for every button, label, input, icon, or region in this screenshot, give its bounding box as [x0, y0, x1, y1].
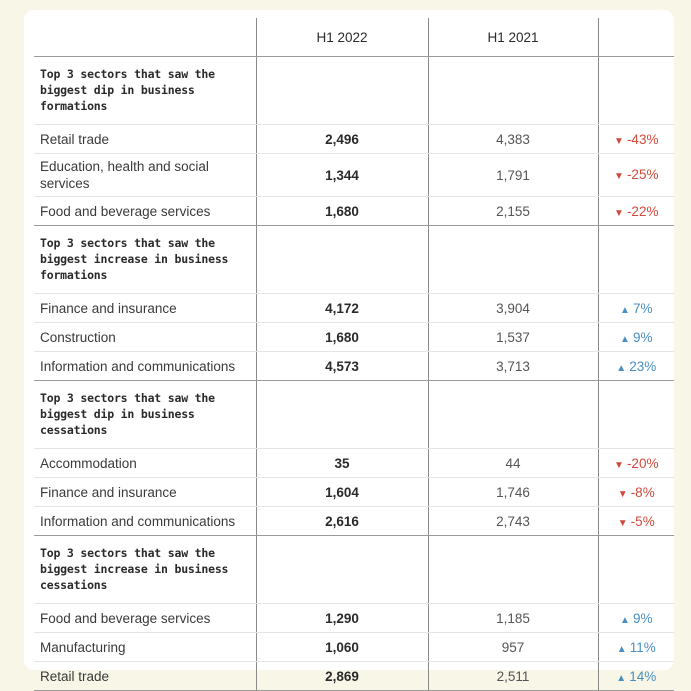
value-h1-2022: 1,604: [256, 478, 428, 507]
sector-label: Retail trade: [34, 662, 256, 691]
section-header-row: [34, 226, 674, 294]
empty-cell: [428, 57, 598, 125]
change-cell: [598, 507, 674, 536]
empty-cell: [598, 381, 674, 449]
empty-cell: [598, 226, 674, 294]
value-h1-2021: 3,904: [428, 294, 598, 323]
empty-cell: [428, 381, 598, 449]
table-body: [34, 57, 674, 691]
change-cell: [598, 449, 674, 478]
table-row: [34, 478, 674, 507]
value-h1-2021: 1,791: [428, 154, 598, 197]
value-h1-2022: 2,496: [256, 125, 428, 154]
sector-table: [34, 18, 674, 691]
table-row: [34, 154, 674, 197]
column-header-change: [598, 18, 674, 57]
change-value: -43%: [626, 131, 659, 147]
triangle-up-icon: ▲: [620, 614, 630, 626]
change-cell: [598, 478, 674, 507]
change-value: 7%: [632, 300, 653, 316]
column-header-h1-2022: H1 2022: [256, 18, 428, 57]
table-row: [34, 294, 674, 323]
value-h1-2022: 4,573: [256, 352, 428, 381]
table-row: [34, 125, 674, 154]
triangle-up-icon: ▲: [616, 672, 627, 684]
change-value: -22%: [626, 203, 659, 219]
value-h1-2021: 3,713: [428, 352, 598, 381]
table-row: [34, 449, 674, 478]
change-value: -20%: [626, 455, 659, 471]
empty-cell: [256, 57, 428, 125]
value-h1-2022: 2,616: [256, 507, 428, 536]
change-cell: [598, 633, 674, 662]
table-row: [34, 197, 674, 226]
change-cell: [598, 125, 674, 154]
sector-label: Construction: [34, 323, 256, 352]
value-h1-2021: 2,743: [428, 507, 598, 536]
table-card: [24, 10, 674, 684]
change-cell: [598, 197, 674, 226]
change-cell: [598, 352, 674, 381]
triangle-up-icon: ▲: [620, 304, 630, 316]
header-empty: [34, 18, 256, 57]
change-value: 9%: [632, 610, 653, 626]
value-h1-2021: 1,746: [428, 478, 598, 507]
triangle-down-icon: ▼: [617, 488, 628, 500]
value-h1-2022: 1,680: [256, 323, 428, 352]
value-h1-2021: 2,155: [428, 197, 598, 226]
column-header-h1-2021: H1 2021: [428, 18, 598, 57]
empty-cell: [256, 536, 428, 604]
sector-label: Retail trade: [34, 125, 256, 154]
sector-label: Finance and insurance: [34, 294, 256, 323]
value-h1-2021: 957: [428, 633, 598, 662]
header-row: [34, 18, 674, 57]
value-h1-2022: 2,869: [256, 662, 428, 691]
change-cell: [598, 662, 674, 691]
empty-cell: [256, 226, 428, 294]
table-row: [34, 633, 674, 662]
value-h1-2022: 1,680: [256, 197, 428, 226]
section-header-row: [34, 536, 674, 604]
sector-label: Finance and insurance: [34, 478, 256, 507]
triangle-up-icon: ▲: [620, 333, 630, 345]
table-row: [34, 323, 674, 352]
sector-label: Information and communications: [34, 507, 256, 536]
sector-label: Food and beverage services: [34, 197, 256, 226]
value-h1-2021: 2,511: [428, 662, 598, 691]
section-title: Top 3 sectors that saw the biggest dip in business cessations: [34, 381, 256, 449]
sector-label: Education, health and social services: [34, 154, 256, 197]
sector-label: Accommodation: [34, 449, 256, 478]
table-row: [34, 662, 674, 691]
section-title: Top 3 sectors that saw the biggest dip in business formations: [34, 57, 256, 125]
sector-label: Information and communications: [34, 352, 256, 381]
change-value: -25%: [626, 166, 659, 182]
table-row: [34, 507, 674, 536]
table-row: [34, 352, 674, 381]
value-h1-2021: 44: [428, 449, 598, 478]
triangle-down-icon: ▼: [614, 459, 624, 471]
value-h1-2021: 1,537: [428, 323, 598, 352]
change-value: 23%: [629, 358, 657, 374]
value-h1-2021: 1,185: [428, 604, 598, 633]
value-h1-2022: 4,172: [256, 294, 428, 323]
triangle-down-icon: ▼: [617, 517, 628, 529]
change-value: 14%: [629, 668, 657, 684]
empty-cell: [256, 381, 428, 449]
value-h1-2022: 35: [256, 449, 428, 478]
empty-cell: [428, 226, 598, 294]
triangle-up-icon: ▲: [616, 362, 627, 374]
change-value: -8%: [630, 484, 655, 500]
empty-cell: [428, 536, 598, 604]
change-cell: [598, 323, 674, 352]
change-cell: [598, 294, 674, 323]
triangle-up-icon: ▲: [616, 643, 627, 655]
change-value: 9%: [632, 329, 653, 345]
section-title: Top 3 sectors that saw the biggest increase in business formations: [34, 226, 256, 294]
change-value: 11%: [629, 639, 656, 655]
section-header-row: [34, 381, 674, 449]
change-value: -5%: [630, 513, 655, 529]
table-row: [34, 604, 674, 633]
change-cell: [598, 604, 674, 633]
section-title: Top 3 sectors that saw the biggest increase in business cessations: [34, 536, 256, 604]
triangle-down-icon: ▼: [614, 170, 624, 182]
sector-label: Manufacturing: [34, 633, 256, 662]
value-h1-2021: 4,383: [428, 125, 598, 154]
section-header-row: [34, 57, 674, 125]
sector-label: Food and beverage services: [34, 604, 256, 633]
change-cell: [598, 154, 674, 197]
value-h1-2022: 1,290: [256, 604, 428, 633]
value-h1-2022: 1,344: [256, 154, 428, 197]
triangle-down-icon: ▼: [614, 207, 624, 219]
value-h1-2022: 1,060: [256, 633, 428, 662]
triangle-down-icon: ▼: [614, 135, 624, 147]
empty-cell: [598, 57, 674, 125]
empty-cell: [598, 536, 674, 604]
